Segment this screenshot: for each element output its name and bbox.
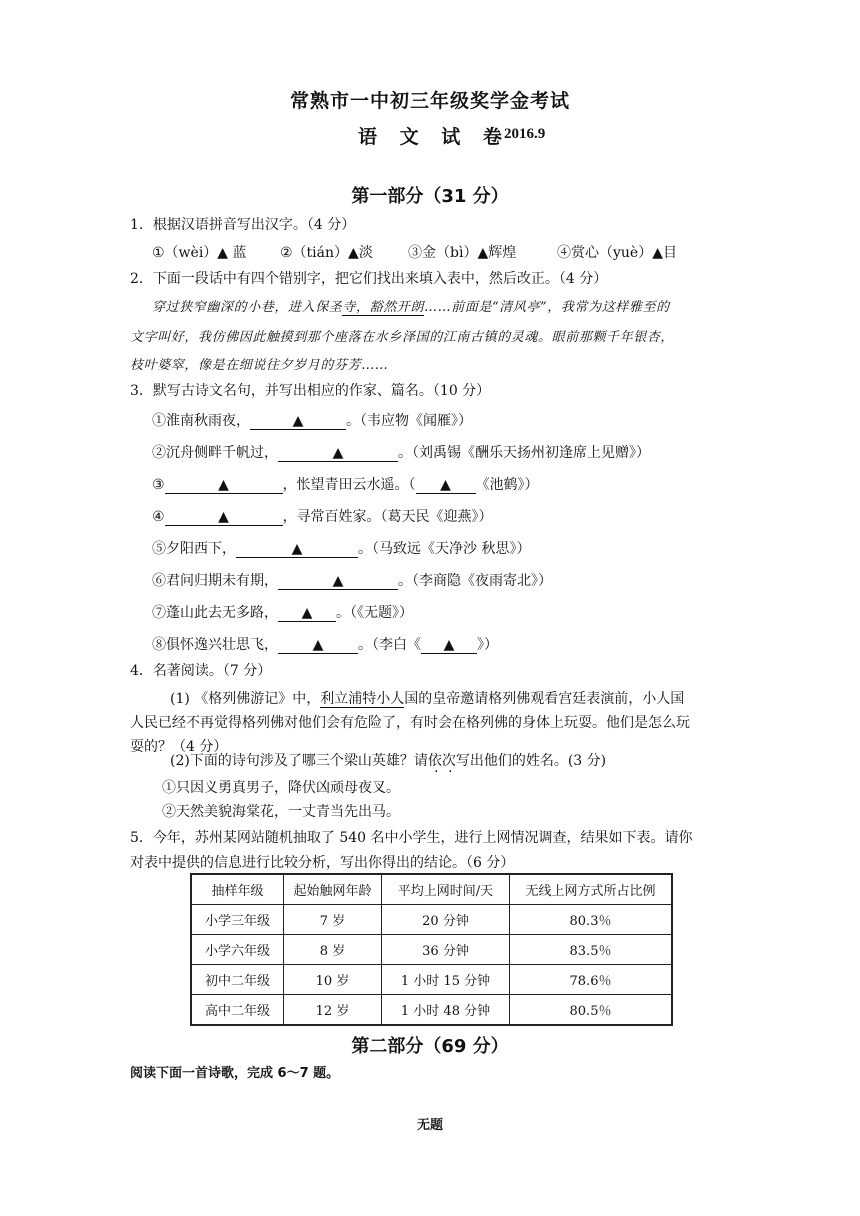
answer-blank: ▲ <box>165 510 283 526</box>
q4-poem-line2: ②天然美貌海棠花，一丈青当先出马。 <box>162 804 400 820</box>
answer-blank: ▲ <box>278 638 358 654</box>
answer-blank: ▲ <box>278 606 336 622</box>
table-cell: 80.5％ <box>510 995 673 1026</box>
table-header-cell: 无线上网方式所占比例 <box>510 874 673 905</box>
table-cell: 12 岁 <box>284 995 382 1026</box>
table-cell: 7 岁 <box>284 905 382 935</box>
q2-passage-line1: 穿过狭窄幽深的小巷，进入保圣寺，豁然开朗……前面是“清风亭”，我常为这样雅至的 <box>152 300 670 315</box>
answer-blank: ▲ <box>278 446 398 462</box>
poem-title: 无题 <box>416 1118 443 1133</box>
exam-title: 常熟市一中初三年级奖学金考试 <box>289 90 570 112</box>
table-cell: 36 分钟 <box>382 935 510 965</box>
table-cell: 83.5％ <box>510 935 673 965</box>
q5-stem-line2: 对表中提供的信息进行比较分析，写出你得出的结论。（6 分） <box>130 855 515 871</box>
answer-blank: ▲ <box>421 638 477 654</box>
q5-stem-line1: 5．今年，苏州某网站随机抽取了 540 名中小学生，进行上网情况调查，结果如下表。请你 <box>130 830 693 846</box>
q1-item-2: ②（tián）▲淡 <box>280 245 373 261</box>
table-row <box>191 905 672 935</box>
q2-stem: 2．下面一段话中有四个错别字，把它们找出来填入表中，然后改正。（4 分） <box>130 271 608 287</box>
triangle-marker: ▲ <box>348 245 359 261</box>
triangle-marker: ▲ <box>217 245 229 261</box>
table-header-cell: 抽样年级 <box>191 874 284 905</box>
answer-blank: ▲ <box>416 478 476 494</box>
part2-title: 第二部分（69 分） <box>351 1036 509 1057</box>
q4-stem: 4．名著阅读。（7 分） <box>130 663 272 679</box>
q1-item-4: ④赏心（yuè）▲目 <box>557 245 677 261</box>
q3-line-7: ⑦蓬山此去无多路， ▲ 。（《无题》） <box>152 605 413 621</box>
q3-line-1: ①淮南秋雨夜， ▲ 。（韦应物《闻雁》） <box>152 413 472 429</box>
exam-subtitle: 语 文 试 卷 <box>358 126 510 148</box>
table-cell: 初中二年级 <box>191 965 284 995</box>
q2-underlined-phrase: 寺，豁然开朗 <box>342 300 425 315</box>
emphasis-dot-char: 依 <box>427 753 442 769</box>
table-cell: 1 小时 15 分钟 <box>382 965 510 995</box>
q3-line-5: ⑤夕阳西下， ▲ 。（马致远《天净沙 秋思》） <box>152 541 531 557</box>
table-row <box>191 965 672 995</box>
q3-line-2: ②沉舟侧畔千帆过， ▲ 。（刘禹锡《酬乐天扬州初逢席上见赠》） <box>152 445 650 461</box>
q4-sub1-line1: (1) 《格列佛游记》中，利立浦特小人国的皇帝邀请格列佛观看宫廷表演前，小人国 <box>170 691 685 707</box>
q4-underlined-name: 利立浦特小人 <box>320 691 405 707</box>
q2-passage-line2: 文字叫好，我仿佛因此触摸到那个座落在水乡泽国的江南古镇的灵魂。眼前那颗千年银杏， <box>130 330 675 345</box>
table-row <box>191 935 672 965</box>
q4-poem-line1: ①只因义勇真男子，降伏凶顽母夜叉。 <box>162 780 400 796</box>
table-cell: 20 分钟 <box>382 905 510 935</box>
table-cell: 高中二年级 <box>191 995 284 1026</box>
table-cell: 小学三年级 <box>191 905 284 935</box>
answer-blank: ▲ <box>250 414 346 430</box>
survey-table <box>190 873 673 1026</box>
table-cell: 10 岁 <box>284 965 382 995</box>
q3-line-8: ⑧俱怀逸兴壮思飞， ▲ 。（李白《 ▲ 》） <box>152 637 498 653</box>
answer-blank: ▲ <box>236 542 358 558</box>
triangle-marker: ▲ <box>652 245 663 261</box>
exam-date: 2016.9 <box>504 126 546 142</box>
answer-blank: ▲ <box>278 574 398 590</box>
table-header-row <box>191 874 672 905</box>
q4-sub2: (2)下面的诗句涉及了哪三个梁山英雄？请依次写出他们的姓名。(3 分) <box>170 753 607 769</box>
q2-passage-line3: 枝叶婆窣，像是在细说往夕岁月的芬芳…… <box>130 358 389 373</box>
q4-sub1-line3: 耍的？（4 分） <box>130 739 228 755</box>
table-cell: 小学六年级 <box>191 935 284 965</box>
table-cell: 8 岁 <box>284 935 382 965</box>
table-header-cell: 起始触网年龄 <box>284 874 382 905</box>
table-row <box>191 995 672 1026</box>
table-cell: 80.3％ <box>510 905 673 935</box>
q3-stem: 3．默写古诗文名句，并写出相应的作家、篇名。（10 分） <box>130 383 491 399</box>
answer-blank: ▲ <box>165 478 283 494</box>
emphasis-dot-char: 次 <box>441 753 456 769</box>
q4-sub1-line2: 人民已经不再觉得格列佛对他们会有危险了，有时会在格列佛的身体上玩耍。他们是怎么玩 <box>130 715 690 731</box>
q3-line-6: ⑥君问归期未有期， ▲ 。（李商隐《夜雨寄北》） <box>152 573 552 589</box>
part2-instruction: 阅读下面一首诗歌，完成 6～7 题。 <box>130 1066 340 1081</box>
q3-line-3: ③ ▲ ，怅望青田云水遥。（ ▲ 《池鹤》） <box>152 477 539 493</box>
q1-item-3: ③金（bì）▲辉煌 <box>408 245 517 261</box>
q1-stem: 1．根据汉语拼音写出汉字。（4 分） <box>130 217 356 233</box>
q3-line-4: ④ ▲ ，寻常百姓家。（葛天民《迎燕》） <box>152 509 493 525</box>
part1-title: 第一部分（31 分） <box>351 186 509 207</box>
table-header-cell: 平均上网时间/天 <box>382 874 510 905</box>
triangle-marker: ▲ <box>477 245 489 261</box>
q1-item-1: ①（wèi）▲ 蓝 <box>152 245 247 261</box>
table-cell: 1 小时 48 分钟 <box>382 995 510 1026</box>
table-cell: 78.6％ <box>510 965 673 995</box>
